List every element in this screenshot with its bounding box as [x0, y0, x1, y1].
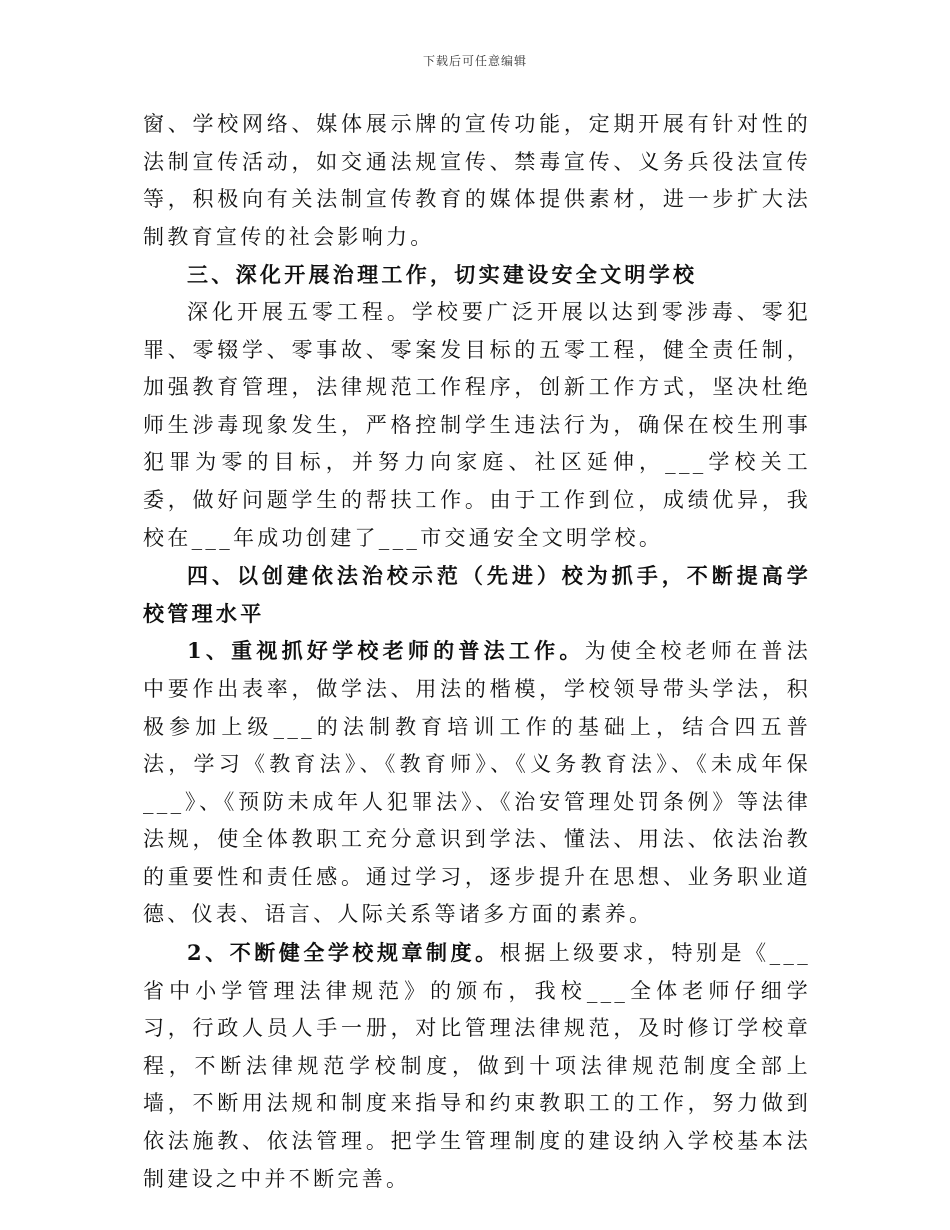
paragraph-teacher-law	[143, 632, 811, 934]
section-heading-3: 三、深化开展治理工作，切实建设安全文明学校	[187, 262, 698, 288]
paragraph-body-2: 根据上级要求，特别是《___省中小学管理法律规范》的颁布，我校___全体老师仔细学习，行政人员人手一册，对比管理法律规范，及时修订学校章程，不断法律规范学校制度，做到十项法律规范制度全部上墙，不断用法规和制度来指导和约束教职工的工作，努力做到依法施教、依法管理。把学生管理制度的建设纳入学校基本法制建设之中并不断完善。	[143, 941, 812, 1191]
paragraph-propaganda: 窗、学校网络、媒体展示牌的宣传功能，定期开展有针对性的法制宣传活动，如交通法规宣传、禁毒宣传、义务兵役法宣传等，积极向有关法制宣传教育的媒体提供素材，进一步扩大法制教育宣传的社会影响力。	[143, 112, 811, 249]
paragraph-lead-2: 2、不断健全学校规章制度。	[187, 940, 500, 966]
paragraph-five-zero: 深化开展五零工程。学校要广泛开展以达到零涉毒、零犯罪、零辍学、零事故、零案发目标的五零工程，健全责任制，加强教育管理，法律规范工作程序，创新工作方式，坚决杜绝师生涉毒现象发生，严格控制学生违法行为，确保在校生刑事犯罪为零的目标，并努力向家庭、社区延伸，___学校关工委，做好问题学生的帮扶工作。由于工作到位，成绩优异，我校在___年成功创建了___市交通安全文明学校。	[143, 299, 811, 550]
paragraph-lead-1: 1、重视抓好学校老师的普法工作。	[187, 638, 585, 664]
section-heading-4: 四、以创建依法治校示范（先进）校为抓手，不断提高学校管理水平	[143, 563, 811, 626]
header-note: 下载后可任意编辑	[422, 54, 527, 68]
document-body	[143, 106, 811, 1198]
paragraph-school-rules	[143, 934, 811, 1198]
paragraph-body-1: 为使全校老师在普法中要作出表率，做学法、用法的楷模，学校领导带头学法，积极参加上级___的法制教育培训工作的基础上，结合四五普法，学习《教育法》、《教育师》、《义务教育法》、《未成年保___》、《预防未成年人犯罪法》、《治安管理处罚条例》等法律法规，使全体教职工充分意识到学法、懂法、用法、依法治教的重要性和责任感。通过学习，逐步提升在思想、业务职业道德、仪表、语言、人际关系等诸多方面的素养。	[143, 639, 811, 927]
